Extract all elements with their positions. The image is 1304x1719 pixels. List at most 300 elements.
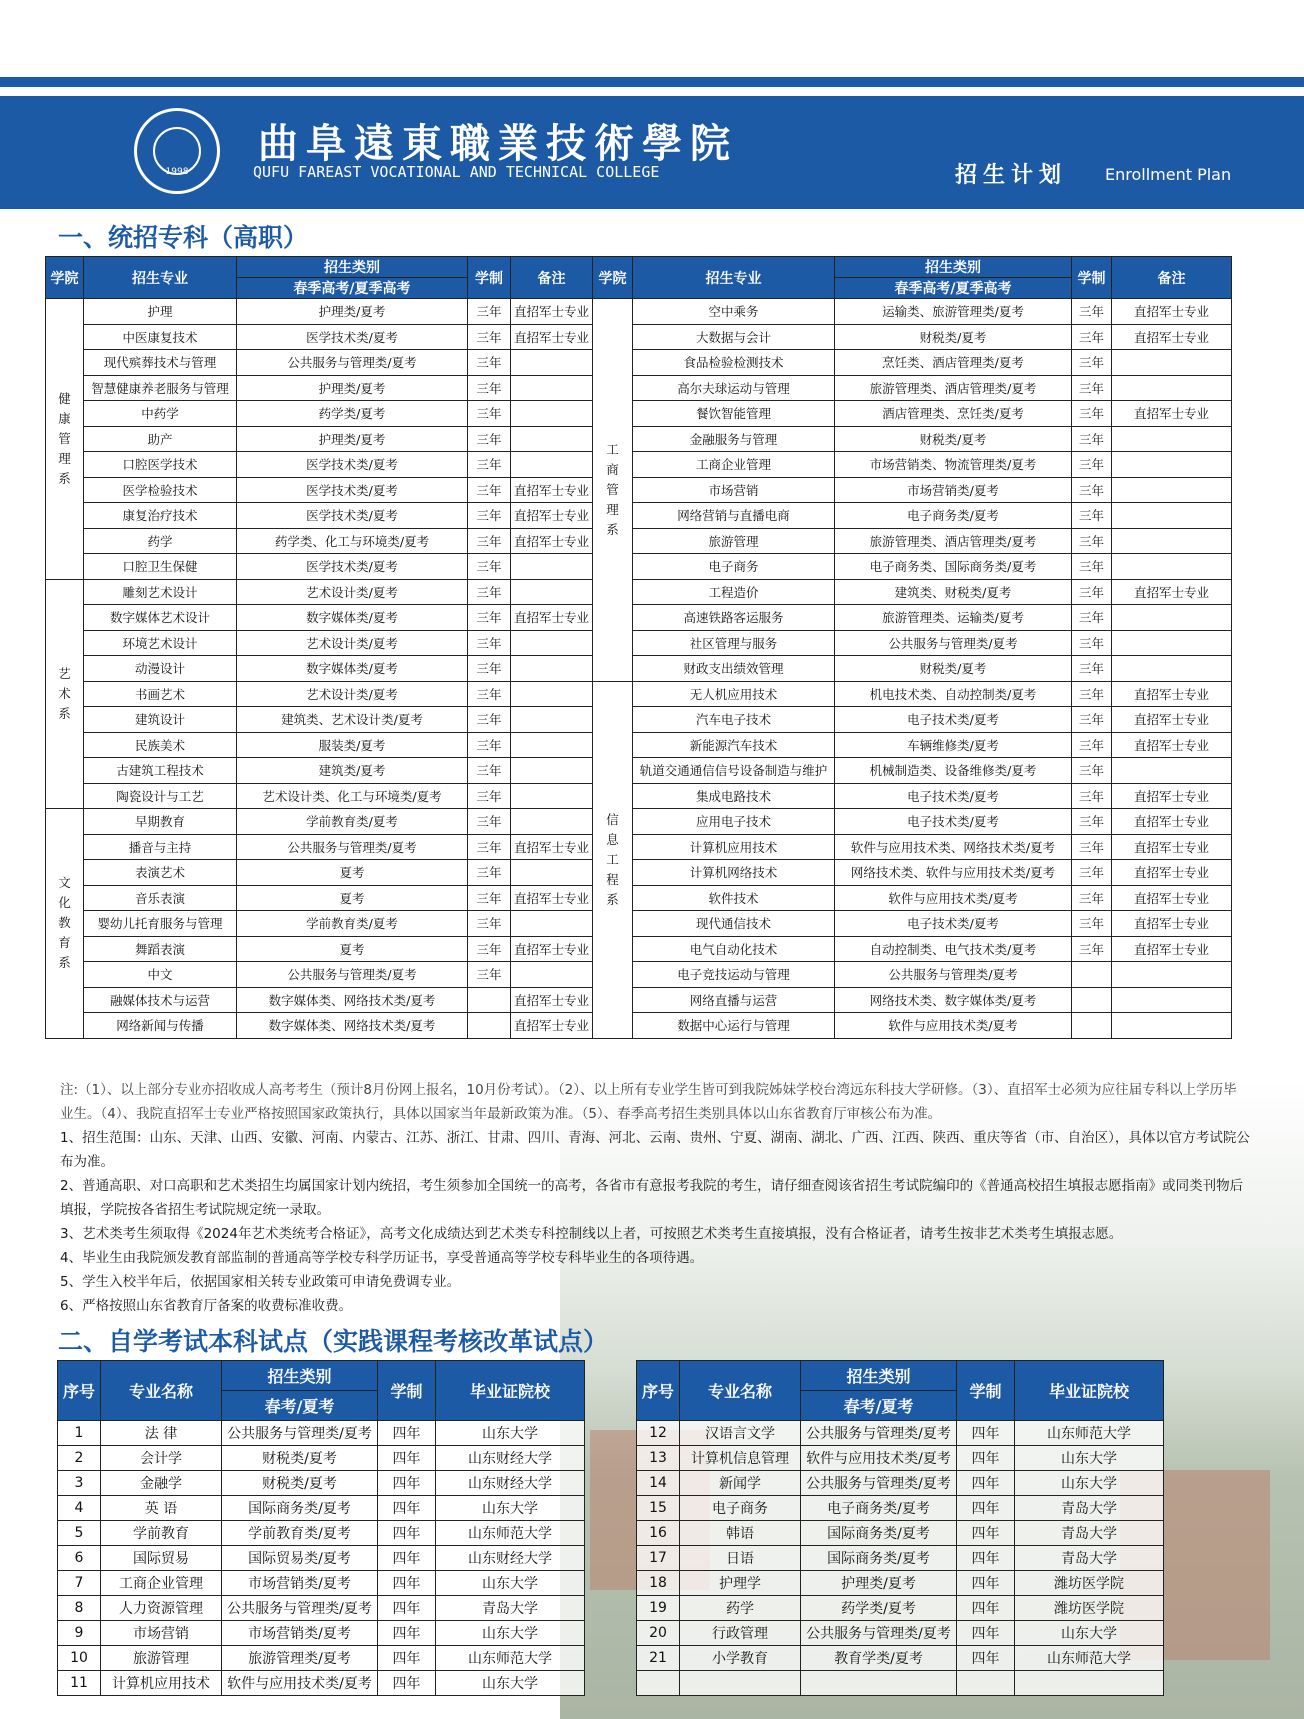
- table-row: [46, 401, 1232, 427]
- school-cell: 山东师范大学: [436, 1646, 585, 1671]
- remark-cell: 直招军士专业: [511, 885, 593, 911]
- no-cell: 13: [637, 1446, 680, 1471]
- major-cell: 新闻学: [680, 1471, 801, 1496]
- remark-cell: [1112, 528, 1232, 554]
- category-cell: 公共服务与管理类/夏考: [835, 630, 1072, 656]
- duration-cell: 三年: [468, 936, 511, 962]
- category-cell: 市场营销类、物流管理类/夏考: [835, 452, 1072, 478]
- college-name-cn: 曲阜遠東職業技術學院: [258, 120, 738, 167]
- college-seal-logo: [134, 108, 220, 194]
- duration-cell: 四年: [378, 1546, 436, 1571]
- remark-cell: [511, 783, 593, 809]
- no-cell: 9: [58, 1621, 101, 1646]
- major-cell: 现代通信技术: [633, 911, 835, 937]
- table-row: [46, 962, 1232, 988]
- self-exam-table-right: [636, 1360, 1164, 1696]
- category-cell: 国际商务类/夏考: [801, 1521, 957, 1546]
- remark-cell: [1112, 605, 1232, 631]
- school-cell: 山东大学: [436, 1496, 585, 1521]
- major-cell: 数据中心运行与管理: [633, 1013, 835, 1039]
- category-cell: 药学类、化工与环境类/夏考: [237, 528, 468, 554]
- major-cell: 计算机网络技术: [633, 860, 835, 886]
- major-cell: 药学: [84, 528, 237, 554]
- remark-cell: [511, 452, 593, 478]
- school-cell: 山东财经大学: [436, 1546, 585, 1571]
- remark-cell: 直招军士专业: [1112, 834, 1232, 860]
- table-row: [46, 426, 1232, 452]
- dept-name: 健 康 管 理 系: [46, 299, 84, 580]
- col-college: 学院: [46, 257, 84, 299]
- category-cell: 药学类/夏考: [237, 401, 468, 427]
- remark-cell: 直招军士专业: [1112, 732, 1232, 758]
- category-cell: 公共服务与管理类/夏考: [801, 1421, 957, 1446]
- major-cell: 口腔医学技术: [84, 452, 237, 478]
- remark-cell: [511, 375, 593, 401]
- table-row: [46, 860, 1232, 886]
- no-cell: 6: [58, 1546, 101, 1571]
- table-row: [46, 987, 1232, 1013]
- duration-cell: 三年: [468, 860, 511, 886]
- major-cell: 学前教育: [101, 1521, 222, 1546]
- remark-cell: [1112, 962, 1232, 988]
- category-cell: 公共服务与管理类/夏考: [237, 834, 468, 860]
- school-cell: 潍坊医学院: [1015, 1596, 1164, 1621]
- duration-cell: [468, 987, 511, 1013]
- category-cell: 公共服务与管理类/夏考: [801, 1471, 957, 1496]
- no-cell: 19: [637, 1596, 680, 1621]
- major-cell: 行政管理: [680, 1621, 801, 1646]
- remark-cell: [511, 681, 593, 707]
- major-cell: 早期教育: [84, 809, 237, 835]
- remark-cell: [511, 707, 593, 733]
- category-cell: 医学技术类/夏考: [237, 324, 468, 350]
- duration-cell: 四年: [378, 1671, 436, 1696]
- major-cell: 空中乘务: [633, 299, 835, 325]
- table-row: [46, 656, 1232, 682]
- category-cell: 市场营销类/夏考: [835, 477, 1072, 503]
- school-cell: 山东师范大学: [436, 1521, 585, 1546]
- major-cell: 音乐表演: [84, 885, 237, 911]
- major-cell: 融媒体技术与运营: [84, 987, 237, 1013]
- major-cell: 电子商务: [633, 554, 835, 580]
- col-category: 招生类别: [801, 1361, 957, 1391]
- major-cell: 国际贸易: [101, 1546, 222, 1571]
- duration-cell: 三年: [1072, 834, 1112, 860]
- table-row: [46, 809, 1232, 835]
- school-cell: 山东财经大学: [436, 1446, 585, 1471]
- school-cell: 青岛大学: [1015, 1496, 1164, 1521]
- remark-cell: 直招军士专业: [1112, 681, 1232, 707]
- duration-cell: 三年: [468, 885, 511, 911]
- category-cell: 财税类/夏考: [222, 1446, 378, 1471]
- section2-heading: 二、自学考试本科试点（实践课程考核改革试点）: [58, 1327, 609, 1356]
- major-cell: 药学: [680, 1596, 801, 1621]
- duration-cell: 四年: [378, 1596, 436, 1621]
- duration-cell: 四年: [378, 1446, 436, 1471]
- table-row: [46, 732, 1232, 758]
- duration-cell: 四年: [957, 1496, 1015, 1521]
- duration-cell: 三年: [1072, 732, 1112, 758]
- major-cell: 食品检验检测技术: [633, 350, 835, 376]
- duration-cell: 三年: [1072, 299, 1112, 325]
- category-cell: 电子技术类/夏考: [835, 783, 1072, 809]
- major-cell: 财政支出绩效管理: [633, 656, 835, 682]
- category-cell: 艺术设计类/夏考: [237, 681, 468, 707]
- col-duration: 学制: [957, 1361, 1015, 1421]
- category-cell: 教育学类/夏考: [801, 1646, 957, 1671]
- section1-heading: 一、统招专科（高职）: [58, 223, 309, 252]
- major-cell: 表演艺术: [84, 860, 237, 886]
- duration-cell: 三年: [1072, 528, 1112, 554]
- category-cell: 电子商务类/夏考: [801, 1496, 957, 1521]
- remark-cell: 直招军士专业: [1112, 809, 1232, 835]
- table-row: [58, 1521, 585, 1546]
- category-cell: 国际商务类/夏考: [801, 1546, 957, 1571]
- col-remark: 备注: [511, 257, 593, 299]
- col-major: 招生专业: [84, 257, 237, 299]
- remark-cell: [511, 732, 593, 758]
- major-cell: 现代殡葬技术与管理: [84, 350, 237, 376]
- category-cell: 旅游管理类、酒店管理类/夏考: [835, 375, 1072, 401]
- remark-cell: 直招军士专业: [511, 605, 593, 631]
- col-college: 学院: [593, 257, 633, 299]
- duration-cell: 三年: [468, 324, 511, 350]
- category-cell: 夏考: [237, 860, 468, 886]
- category-cell: 学前教育类/夏考: [222, 1521, 378, 1546]
- category-cell: 国际商务类/夏考: [222, 1496, 378, 1521]
- major-cell: 轨道交通通信信号设备制造与维护: [633, 758, 835, 784]
- duration-cell: 三年: [1072, 375, 1112, 401]
- note-paragraph: 5、学生入校半年后，依据国家相关转专业政策可申请免费调专业。: [60, 1274, 461, 1290]
- col-category: 招生类别: [237, 257, 468, 278]
- note-paragraph: 4、毕业生由我院颁发教育部监制的普通高等学校专科学历证书，享受普通高等学校专科毕业生的各项待遇。: [60, 1250, 704, 1266]
- school-cell: 山东大学: [436, 1421, 585, 1446]
- category-cell: 电子技术类/夏考: [835, 707, 1072, 733]
- category-cell: 护理类/夏考: [801, 1571, 957, 1596]
- note-paragraph: 3、艺术类考生须取得《2024年艺术类统考合格证》，高考文化成绩达到艺术类专科控制线以上者，可按照艺术类考生直接填报，没有合格证者，请考生按非艺术类考生填报志愿。: [60, 1226, 1123, 1242]
- table-row: [46, 477, 1232, 503]
- major-cell: 网络直播与运营: [633, 987, 835, 1013]
- remark-cell: 直招军士专业: [1112, 783, 1232, 809]
- category-cell: 市场营销类/夏考: [222, 1621, 378, 1646]
- remark-cell: 直招军士专业: [511, 503, 593, 529]
- major-cell: 法 律: [101, 1421, 222, 1446]
- major-cell: 计算机应用技术: [633, 834, 835, 860]
- duration-cell: 三年: [1072, 401, 1112, 427]
- major-cell: 高速铁路客运服务: [633, 605, 835, 631]
- category-cell: 财税类/夏考: [835, 324, 1072, 350]
- logo-year: 1998: [165, 167, 189, 177]
- duration-cell: 四年: [378, 1571, 436, 1596]
- col-major: 专业名称: [101, 1361, 222, 1421]
- no-cell: [637, 1671, 680, 1696]
- category-cell: 国际贸易类/夏考: [222, 1546, 378, 1571]
- duration-cell: 三年: [468, 911, 511, 937]
- major-cell: 旅游管理: [101, 1646, 222, 1671]
- duration-cell: 三年: [468, 605, 511, 631]
- duration-cell: 三年: [468, 962, 511, 988]
- major-cell: 英 语: [101, 1496, 222, 1521]
- category-cell: 护理类/夏考: [237, 299, 468, 325]
- major-cell: 市场营销: [633, 477, 835, 503]
- table-row: [46, 350, 1232, 376]
- major-cell: 新能源汽车技术: [633, 732, 835, 758]
- major-cell: 舞蹈表演: [84, 936, 237, 962]
- major-cell: 无人机应用技术: [633, 681, 835, 707]
- duration-cell: 三年: [468, 375, 511, 401]
- col-category-sub: 春考/夏考: [222, 1391, 378, 1421]
- duration-cell: 三年: [468, 732, 511, 758]
- category-cell: 公共服务与管理类/夏考: [222, 1421, 378, 1446]
- category-cell: 学前教育类/夏考: [237, 911, 468, 937]
- category-cell: 财税类/夏考: [222, 1471, 378, 1496]
- remark-cell: [511, 758, 593, 784]
- major-cell: 汉语言文学: [680, 1421, 801, 1446]
- col-major: 专业名称: [680, 1361, 801, 1421]
- major-cell: 网络营销与直播电商: [633, 503, 835, 529]
- remark-cell: 直招军士专业: [1112, 911, 1232, 937]
- duration-cell: 四年: [957, 1621, 1015, 1646]
- duration-cell: 三年: [1072, 809, 1112, 835]
- remark-cell: [1112, 375, 1232, 401]
- major-cell: 社区管理与服务: [633, 630, 835, 656]
- category-cell: 数字媒体类/夏考: [237, 605, 468, 631]
- major-cell: [680, 1671, 801, 1696]
- category-cell: 酒店管理类、烹饪类/夏考: [835, 401, 1072, 427]
- school-cell: 山东财经大学: [436, 1471, 585, 1496]
- category-cell: 软件与应用技术类/夏考: [835, 885, 1072, 911]
- major-cell: 软件技术: [633, 885, 835, 911]
- duration-cell: 四年: [378, 1521, 436, 1546]
- school-cell: 青岛大学: [436, 1596, 585, 1621]
- school-cell: 青岛大学: [1015, 1546, 1164, 1571]
- dept-name: 艺 术 系: [46, 579, 84, 809]
- enrollment-plan-en: Enrollment Plan: [1105, 165, 1232, 184]
- remark-cell: 直招军士专业: [511, 299, 593, 325]
- table-row: [46, 324, 1232, 350]
- category-cell: 软件与应用技术类/夏考: [835, 1013, 1072, 1039]
- no-cell: 18: [637, 1571, 680, 1596]
- major-cell: 大数据与会计: [633, 324, 835, 350]
- note-paragraph: 注:（1）、以上部分专业亦招收成人高考考生（预计8月份网上报名，10月份考试）。（2）、以上所有专业学生皆可到我院姊妹学校台湾远东科技大学研修。（3）、直招军士必须为应往届专科以上学历毕业生。（4）、我院直招军士专业严格按照国家政策执行，具体以国家当年最新政策为准。（5）、春季高考招生类别具体以山东省教育厅审核公布为准。: [60, 1082, 1237, 1122]
- duration-cell: 三年: [1072, 758, 1112, 784]
- col-category-sub: 春季高考/夏季高考: [835, 278, 1072, 299]
- category-cell: 网络技术类、数字媒体类/夏考: [835, 987, 1072, 1013]
- school-cell: 潍坊医学院: [1015, 1571, 1164, 1596]
- remark-cell: [1112, 426, 1232, 452]
- major-cell: 中文: [84, 962, 237, 988]
- category-cell: 建筑类、艺术设计类/夏考: [237, 707, 468, 733]
- major-cell: 护理: [84, 299, 237, 325]
- category-cell: [801, 1671, 957, 1696]
- major-cell: 电子竞技运动与管理: [633, 962, 835, 988]
- duration-cell: 四年: [378, 1496, 436, 1521]
- major-cell: 数字媒体艺术设计: [84, 605, 237, 631]
- category-cell: 网络技术类、软件与应用技术类/夏考: [835, 860, 1072, 886]
- remark-cell: [511, 401, 593, 427]
- table-row: [637, 1646, 1164, 1671]
- duration-cell: 三年: [468, 681, 511, 707]
- duration-cell: 三年: [1072, 936, 1112, 962]
- category-cell: 软件与应用技术类、网络技术类/夏考: [835, 834, 1072, 860]
- no-cell: 10: [58, 1646, 101, 1671]
- major-cell: 旅游管理: [633, 528, 835, 554]
- duration-cell: [1072, 1013, 1112, 1039]
- category-cell: 公共服务与管理类/夏考: [835, 962, 1072, 988]
- duration-cell: 三年: [1072, 911, 1112, 937]
- remark-cell: 直招军士专业: [511, 987, 593, 1013]
- major-cell: 工程造价: [633, 579, 835, 605]
- remark-cell: 直招军士专业: [511, 834, 593, 860]
- remark-cell: 直招军士专业: [511, 936, 593, 962]
- school-cell: 山东大学: [436, 1671, 585, 1696]
- remark-cell: [1112, 1013, 1232, 1039]
- no-cell: 7: [58, 1571, 101, 1596]
- table-row: [58, 1446, 585, 1471]
- remark-cell: [1112, 503, 1232, 529]
- col-duration: 学制: [468, 257, 511, 299]
- duration-cell: 三年: [1072, 885, 1112, 911]
- major-cell: 民族美术: [84, 732, 237, 758]
- category-cell: 自动控制类、电气技术类/夏考: [835, 936, 1072, 962]
- remark-cell: [511, 962, 593, 988]
- table-row: [637, 1421, 1164, 1446]
- duration-cell: 三年: [1072, 783, 1112, 809]
- duration-cell: 四年: [378, 1421, 436, 1446]
- table-row: [58, 1546, 585, 1571]
- duration-cell: 三年: [1072, 452, 1112, 478]
- category-cell: 软件与应用技术类/夏考: [222, 1671, 378, 1696]
- table-row: [58, 1496, 585, 1521]
- category-cell: 艺术设计类、化工与环境类/夏考: [237, 783, 468, 809]
- major-cell: 口腔卫生保健: [84, 554, 237, 580]
- category-cell: 艺术设计类/夏考: [237, 630, 468, 656]
- duration-cell: 三年: [468, 809, 511, 835]
- remark-cell: 直招军士专业: [1112, 299, 1232, 325]
- major-cell: 中医康复技术: [84, 324, 237, 350]
- duration-cell: 三年: [1072, 860, 1112, 886]
- major-cell: 金融学: [101, 1471, 222, 1496]
- duration-cell: [1072, 962, 1112, 988]
- col-category: 招生类别: [222, 1361, 378, 1391]
- duration-cell: 三年: [468, 554, 511, 580]
- major-cell: 汽车电子技术: [633, 707, 835, 733]
- table-row: [46, 630, 1232, 656]
- no-cell: 14: [637, 1471, 680, 1496]
- major-cell: 会计学: [101, 1446, 222, 1471]
- remark-cell: [511, 860, 593, 886]
- table-row: [637, 1546, 1164, 1571]
- table-row: [46, 554, 1232, 580]
- table-row: [637, 1521, 1164, 1546]
- school-cell: 山东大学: [1015, 1446, 1164, 1471]
- dept-name: 工 商 管 理 系: [593, 299, 633, 682]
- remark-cell: 直招军士专业: [1112, 885, 1232, 911]
- major-cell: 市场营销: [101, 1621, 222, 1646]
- no-cell: 8: [58, 1596, 101, 1621]
- remark-cell: 直招军士专业: [1112, 936, 1232, 962]
- table-row: [46, 758, 1232, 784]
- table-row: [46, 452, 1232, 478]
- remark-cell: [1112, 987, 1232, 1013]
- duration-cell: 三年: [1072, 579, 1112, 605]
- duration-cell: 三年: [468, 528, 511, 554]
- major-cell: 人力资源管理: [101, 1596, 222, 1621]
- category-cell: 财税类/夏考: [835, 426, 1072, 452]
- school-cell: 山东大学: [1015, 1471, 1164, 1496]
- duration-cell: 三年: [1072, 630, 1112, 656]
- remark-cell: [511, 656, 593, 682]
- remark-cell: [511, 426, 593, 452]
- table-row: [46, 503, 1232, 529]
- category-cell: 公共服务与管理类/夏考: [801, 1621, 957, 1646]
- duration-cell: 三年: [1072, 554, 1112, 580]
- remark-cell: 直招军士专业: [511, 324, 593, 350]
- major-cell: 金融服务与管理: [633, 426, 835, 452]
- col-category: 招生类别: [835, 257, 1072, 278]
- major-cell: 雕刻艺术设计: [84, 579, 237, 605]
- major-cell: 古建筑工程技术: [84, 758, 237, 784]
- major-cell: 播音与主持: [84, 834, 237, 860]
- category-cell: 电子商务类、国际商务类/夏考: [835, 554, 1072, 580]
- table-row: [46, 885, 1232, 911]
- remark-cell: [511, 809, 593, 835]
- duration-cell: 三年: [468, 783, 511, 809]
- category-cell: 旅游管理类、运输类/夏考: [835, 605, 1072, 631]
- category-cell: 药学类/夏考: [801, 1596, 957, 1621]
- duration-cell: 四年: [957, 1571, 1015, 1596]
- major-cell: 护理学: [680, 1571, 801, 1596]
- category-cell: 建筑类/夏考: [237, 758, 468, 784]
- duration-cell: 四年: [957, 1646, 1015, 1671]
- dept-name: 信 息 工 程 系: [593, 681, 633, 1038]
- category-cell: 旅游管理类/夏考: [222, 1646, 378, 1671]
- remark-cell: 直招军士专业: [1112, 401, 1232, 427]
- remark-cell: [511, 350, 593, 376]
- dept-name: 文 化 教 育 系: [46, 809, 84, 1039]
- category-cell: 软件与应用技术类/夏考: [801, 1446, 957, 1471]
- col-major: 招生专业: [633, 257, 835, 299]
- table-row: [46, 579, 1232, 605]
- category-cell: 数字媒体类/夏考: [237, 656, 468, 682]
- major-cell: 智慧健康养老服务与管理: [84, 375, 237, 401]
- duration-cell: 四年: [957, 1596, 1015, 1621]
- remark-cell: [1112, 452, 1232, 478]
- duration-cell: 三年: [1072, 681, 1112, 707]
- duration-cell: 四年: [957, 1521, 1015, 1546]
- col-school: 毕业证院校: [1015, 1361, 1164, 1421]
- note-paragraph: 2、普通高职、对口高职和艺术类招生均属国家计划内统招，考生须参加全国统一的高考，各省市有意报考我院的考生，请仔细查阅该省招生考试院编印的《普通高校招生填报志愿指南》或同类刊物后填报，学院按各省招生考试院规定统一录取。: [60, 1178, 1244, 1218]
- category-cell: 医学技术类/夏考: [237, 477, 468, 503]
- major-cell: 环境艺术设计: [84, 630, 237, 656]
- self-exam-table-left: [57, 1360, 585, 1696]
- table-row: [46, 911, 1232, 937]
- table-row: [46, 605, 1232, 631]
- duration-cell: 三年: [468, 452, 511, 478]
- category-cell: 夏考: [237, 936, 468, 962]
- table-row: [46, 375, 1232, 401]
- table-row: [637, 1596, 1164, 1621]
- duration-cell: 三年: [1072, 324, 1112, 350]
- note-paragraph: 6、严格按照山东省教育厅备案的收费标准收费。: [60, 1298, 353, 1314]
- remark-cell: [1112, 656, 1232, 682]
- duration-cell: 三年: [1072, 477, 1112, 503]
- duration-cell: 三年: [468, 656, 511, 682]
- duration-cell: 三年: [468, 477, 511, 503]
- col-duration: 学制: [378, 1361, 436, 1421]
- remark-cell: 直招军士专业: [1112, 860, 1232, 886]
- duration-cell: 三年: [468, 630, 511, 656]
